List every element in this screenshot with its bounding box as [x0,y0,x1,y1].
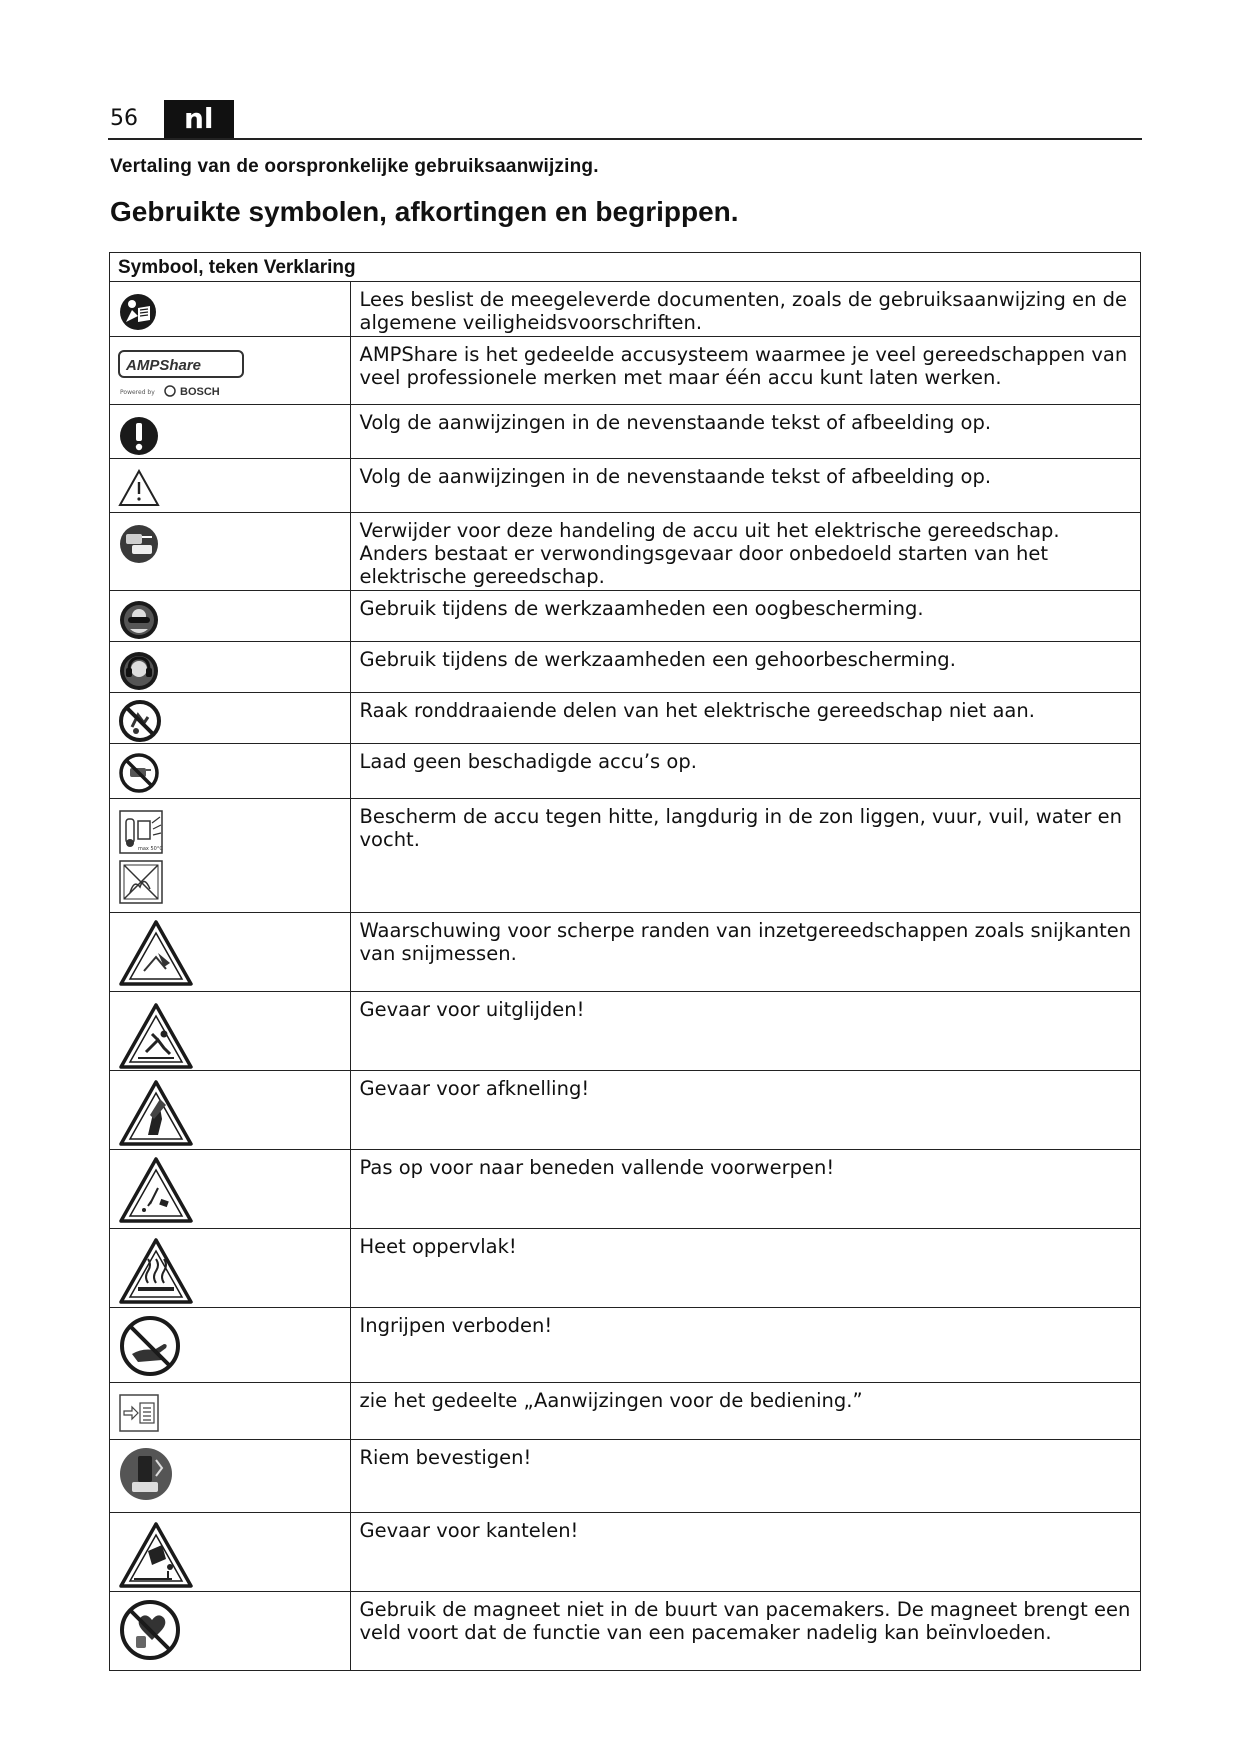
no-charge-damaged-battery-icon [118,752,160,794]
mandatory-exclamation-icon [118,415,160,457]
tipping-hazard-icon [118,1521,194,1589]
warning-triangle-icon [118,469,160,507]
row-description: Ingrijpen verboden! [350,1308,1141,1383]
hot-surface-icon [118,1237,194,1305]
no-reaching-in-icon [118,1314,182,1378]
svg-text:Powered by: Powered by [120,389,155,396]
remove-battery-icon [118,523,160,565]
eye-protection-icon [118,599,160,641]
row-description: Gevaar voor uitglijden! [350,992,1141,1071]
crush-hazard-icon [118,1079,194,1147]
table-row [110,1383,1141,1440]
table-row [110,1592,1141,1671]
table-row [110,459,1141,513]
svg-text:BOSCH: BOSCH [180,386,220,398]
table-row [110,513,1141,591]
read-manual-icon [118,292,158,332]
svg-text:AMPShare: AMPShare [126,357,202,374]
row-description: Gebruik de magneet niet in de buurt van pacemakers. De magneet brengt een veld voort dat de functie van een pacemaker nadelig kan beïnvloeden. [350,1592,1141,1671]
page-header [108,100,1142,140]
row-description: Lees beslist de meegeleverde documenten, zoals de gebruiksaanwijzing en de algemene veiligheidsvoorschriften. [350,282,1141,337]
table-row [110,799,1141,913]
row-description: Gebruik tijdens de werkzaamheden een oogbescherming. [350,591,1141,642]
table-row [110,282,1141,337]
table-row [110,1150,1141,1229]
no-touch-rotating-icon [118,699,162,743]
row-description: Waarschuwing voor scherpe randen van inzetgereedschappen zoals snijkanten van snijmessen. [350,913,1141,992]
no-pacemaker-icon [118,1598,182,1662]
table-row [110,405,1141,459]
row-description: Gevaar voor kantelen! [350,1513,1141,1592]
row-description: Laad geen beschadigde accu’s op. [350,744,1141,799]
ear-protection-icon [118,650,160,692]
row-description: Volg de aanwijzingen in de nevenstaande tekst of afbeelding op. [350,459,1141,513]
slip-hazard-icon [118,1002,194,1070]
row-description: Gevaar voor afknelling! [350,1071,1141,1150]
table-row [110,337,1141,405]
sharp-edges-warning-icon [118,919,194,987]
row-description: Pas op voor naar beneden vallende voorwerpen! [350,1150,1141,1229]
fasten-strap-icon [118,1446,174,1502]
table-header: Symbool, teken Verklaring [118,257,356,278]
svg-text:max 50°C: max 50°C [138,846,163,852]
table-row [110,744,1141,799]
page-number: 56 [110,106,138,131]
falling-objects-icon [118,1156,194,1224]
row-description: Riem bevestigen! [350,1440,1141,1513]
table-row [110,693,1141,744]
table-row [110,1513,1141,1592]
table-row [110,1440,1141,1513]
table-row [110,1229,1141,1308]
table-row [110,1071,1141,1150]
ampshare-logo [118,349,248,399]
battery-heat-water-icon [118,809,164,905]
document-subtitle: Vertaling van de oorspronkelijke gebruiksaanwijzing. [110,156,599,177]
row-description: Gebruik tijdens de werkzaamheden een gehoorbescherming. [350,642,1141,693]
row-description: zie het gedeelte „Aanwijzingen voor de bediening.” [350,1383,1141,1440]
language-tag: nl [164,100,234,138]
row-description: Raak ronddraaiende delen van het elektrische gereedschap niet aan. [350,693,1141,744]
row-description: Verwijder voor deze handeling de accu uit het elektrische gereedschap. Anders bestaat er verwondingsgevaar door onbedoeld starten van het elektrische gereedschap. [350,513,1141,591]
table-row [110,1308,1141,1383]
table-header-row [110,253,1141,282]
table-row [110,913,1141,992]
table-row [110,591,1141,642]
see-section-icon [118,1393,160,1433]
symbols-table [109,252,1141,1671]
row-description: AMPShare is het gedeelde accusysteem waarmee je veel gereedschappen van veel professionele merken met maar één accu kunt laten werken. [350,337,1141,405]
row-description: Bescherm de accu tegen hitte, langdurig in de zon liggen, vuur, vuil, water en vocht. [350,799,1141,913]
row-description: Volg de aanwijzingen in de nevenstaande tekst of afbeelding op. [350,405,1141,459]
table-row [110,992,1141,1071]
row-description: Heet oppervlak! [350,1229,1141,1308]
table-row [110,642,1141,693]
section-title: Gebruikte symbolen, afkortingen en begrippen. [110,196,739,227]
